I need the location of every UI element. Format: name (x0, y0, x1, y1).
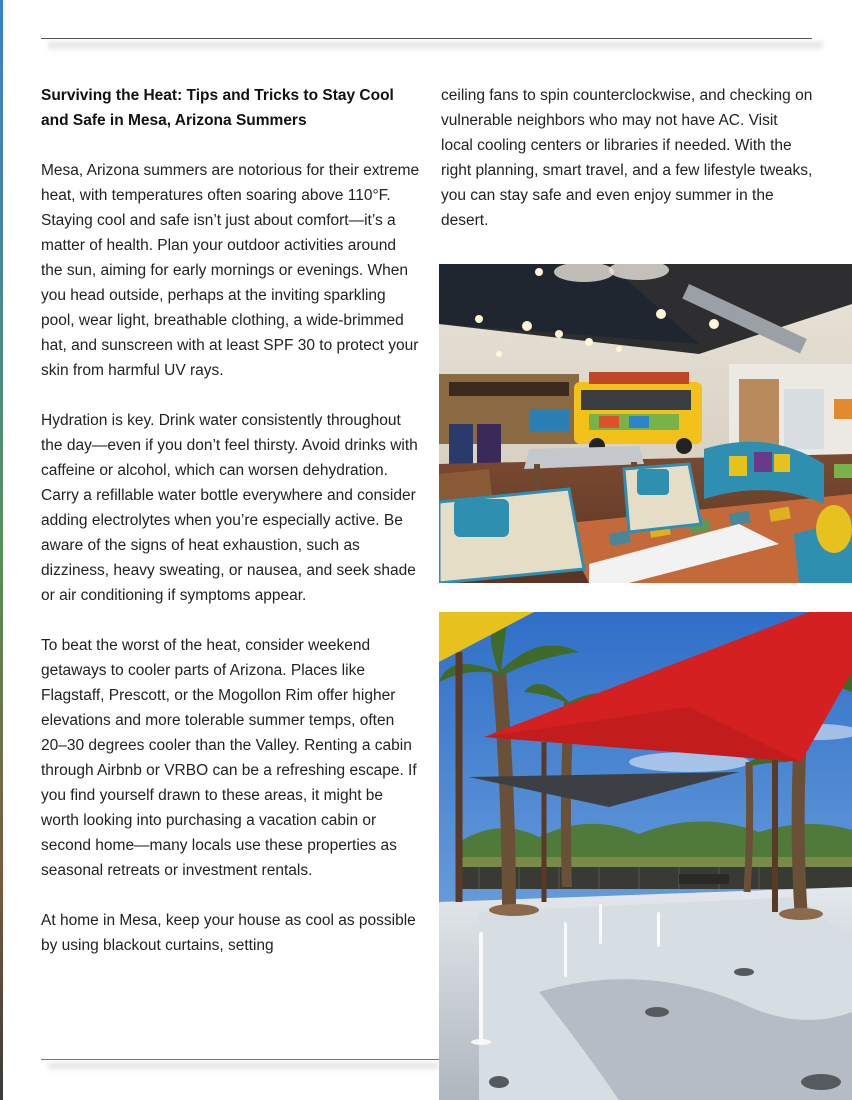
article-title: Surviving the Heat: Tips and Tricks to Stay Cool and Safe in Mesa, Arizona Summers (41, 87, 394, 129)
top-rule (41, 38, 812, 39)
page-edge-strip (0, 0, 3, 1100)
article-paragraph-2: Hydration is key. Drink water consistently throughout the day—even if you don’t feel thirsty. Avoid drinks with caffeine or alcohol, which can worsen dehydration. Carry a refillable water bottle everywhere and consider adding electrolytes when you’re especially active. Be aware of the signs of heat exhaustion, such as dizziness, heavy sweating, or nausea, and seek shade or air conditioning if symptoms appear. (41, 412, 418, 604)
lounge-interior-photo (439, 264, 852, 583)
bottom-rule (41, 1059, 439, 1060)
article-paragraph-3: To beat the worst of the heat, consider weekend getaways to cooler parts of Arizona. Places like Flagstaff, Prescott, or the Mogollon Rim offer higher elevations and more tolerable summer temps, often 20–30 degrees cooler than the Valley. Renting a cabin through Airbnb or VRBO can be a refreshing escape. If you find yourself drawn to these areas, it might be worth looking into purchasing a vacation cabin or second home—many locals use these properties as seasonal retreats or investment rentals. (41, 637, 417, 879)
article-paragraph-1: Mesa, Arizona summers are notorious for their extreme heat, with temperatures often soaring above 110°F. Staying cool and safe isn’t just about comfort—it’s a matter of health. Plan your outdoor activities around the sun, aiming for early mornings or evenings. When you head outside, perhaps at the inviting sparkling pool, wear light, breathable clothing, a wide-brimmed hat, and sunscreen with at least SPF 30 to protect your skin from harmful UV rays. (41, 162, 420, 379)
lounge-illustration (439, 264, 852, 583)
article-column-left (41, 83, 421, 958)
bottom-rule-shadow (48, 1063, 438, 1072)
article-paragraph-4: At home in Mesa, keep your house as cool as possible by using blackout curtains, setting (41, 912, 416, 954)
top-rule-shadow (48, 42, 823, 52)
splash-pad-illustration (439, 612, 852, 1100)
article-column-right (441, 83, 813, 233)
splash-pad-shade-sails-photo (439, 612, 852, 1100)
article-paragraph-continuation: ceiling fans to spin counterclockwise, and checking on vulnerable neighbors who may not have AC. Visit local cooling centers or libraries if needed. With the right planning, smart travel, and a few lifestyle tweaks, you can stay safe and even enjoy summer in the desert. (441, 87, 813, 229)
